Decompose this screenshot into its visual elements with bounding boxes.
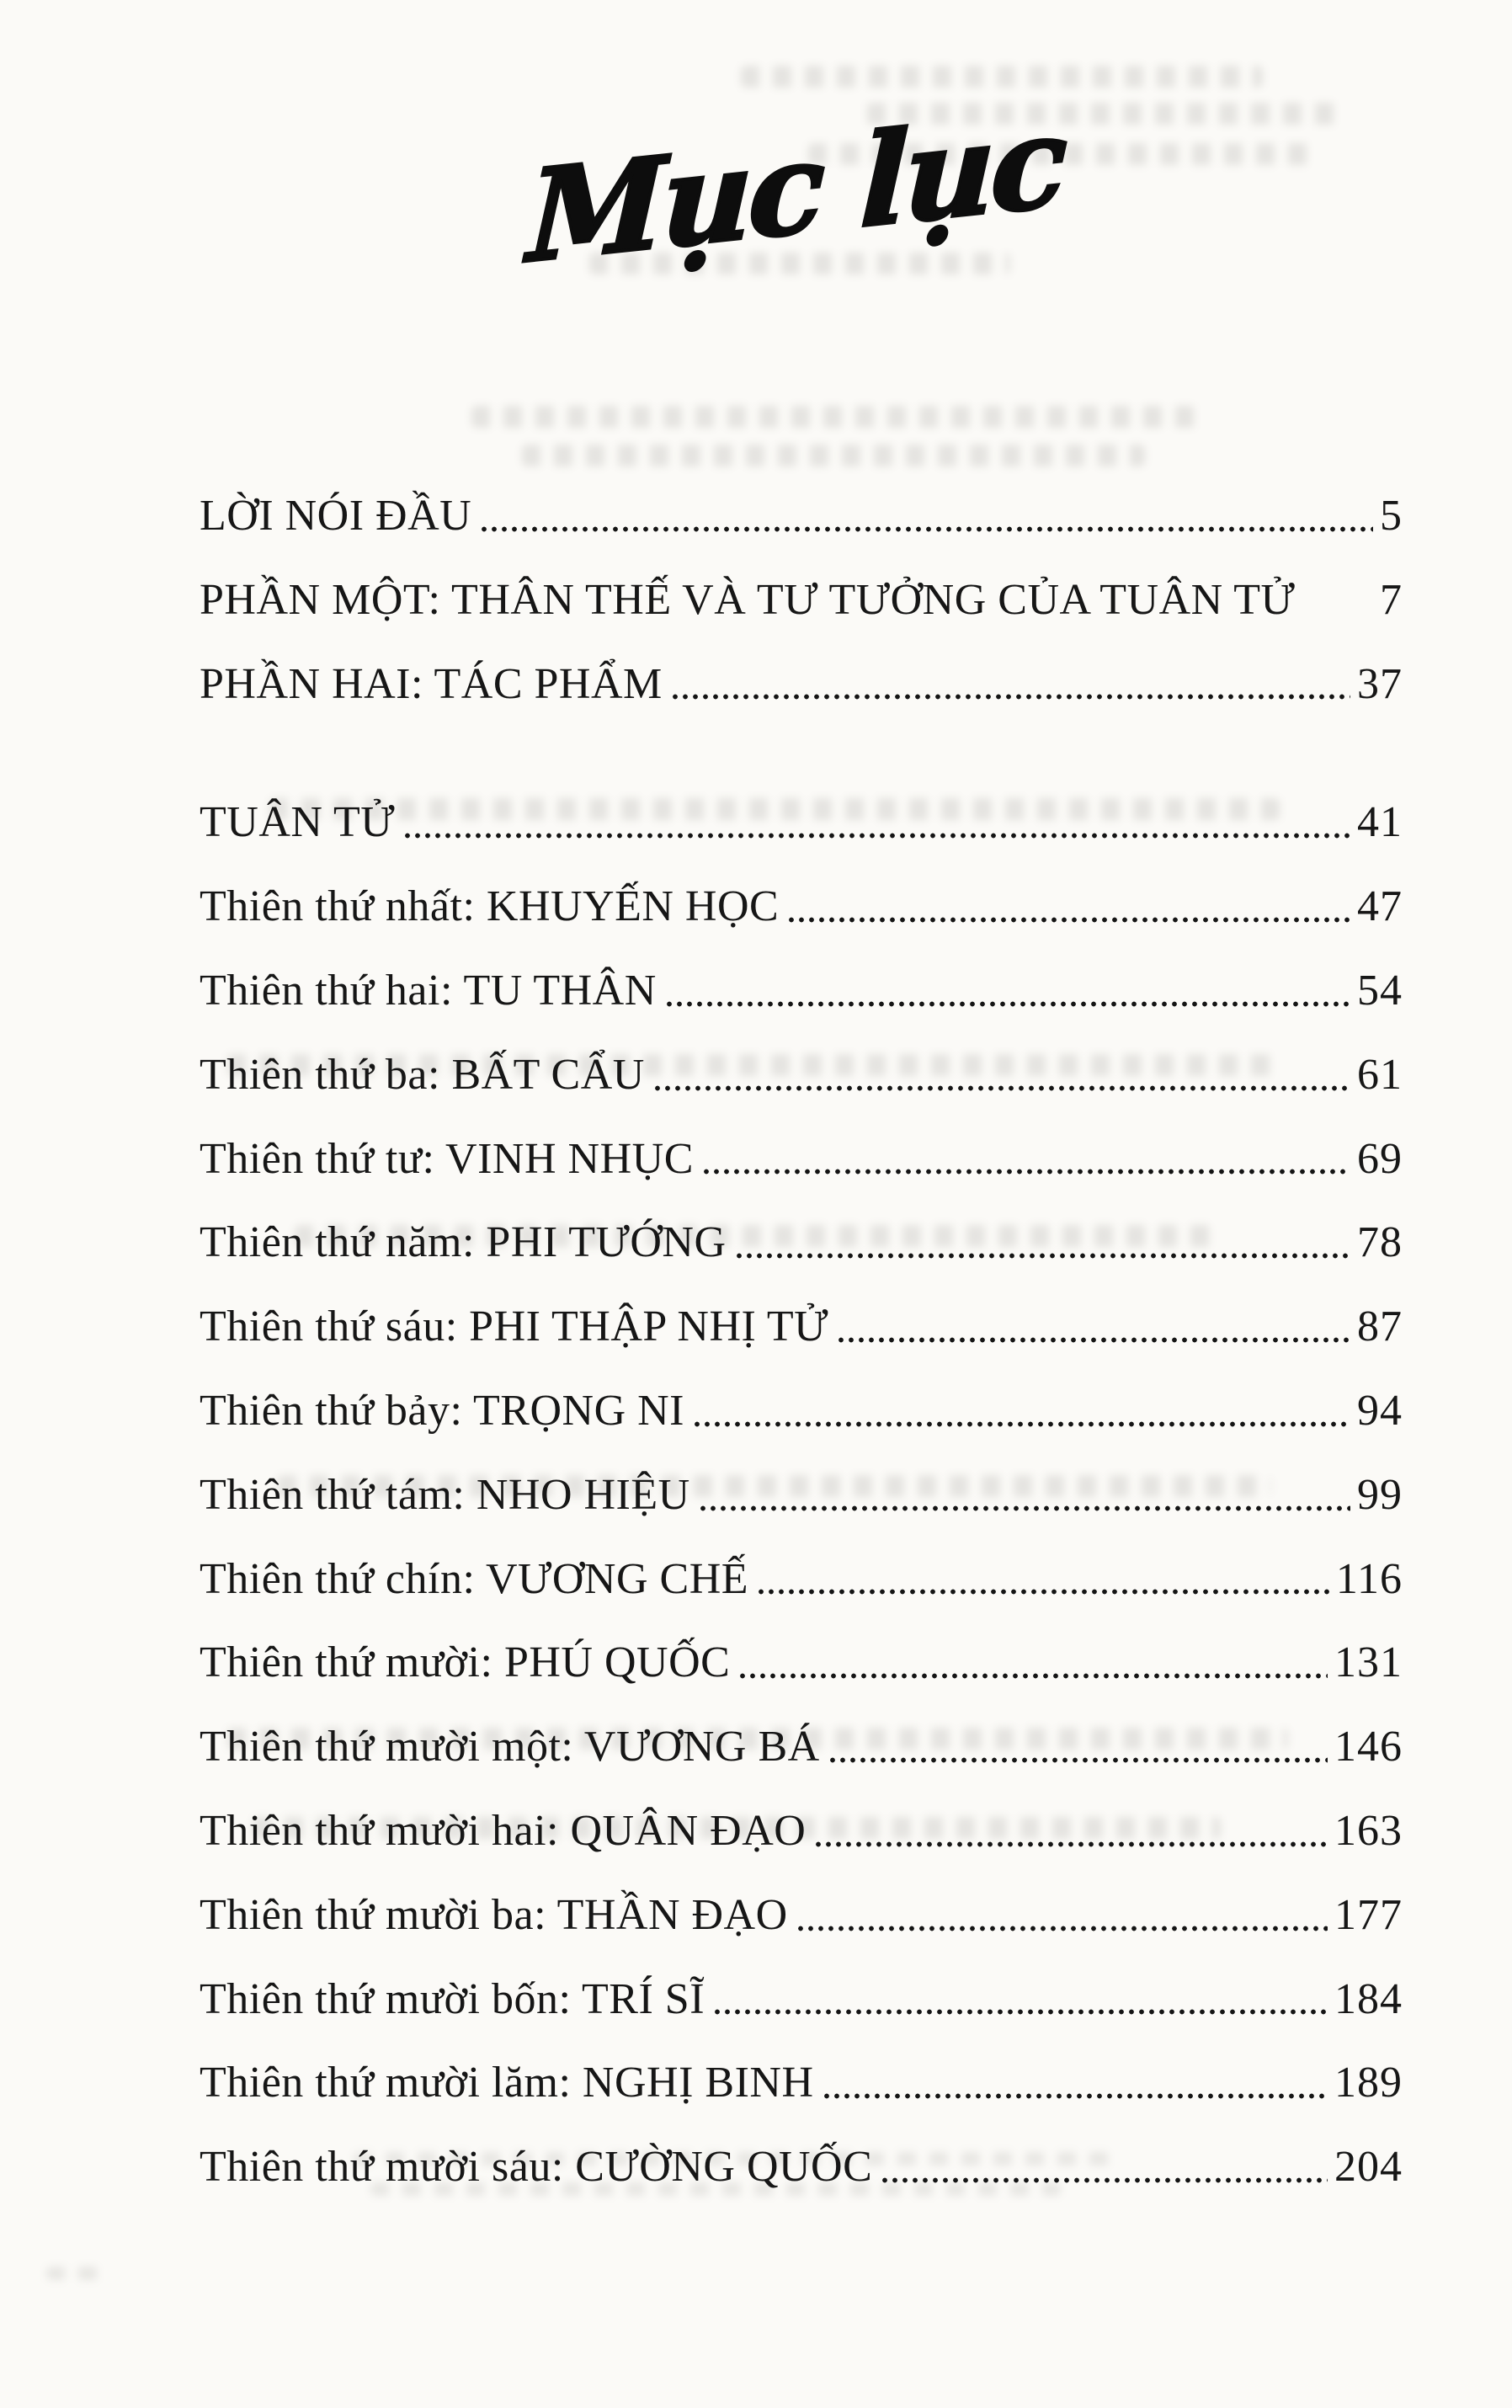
bleedthrough-texture: [471, 406, 1195, 428]
page-title: Mục lục: [526, 86, 1067, 291]
toc-entry-page: 189: [1334, 2059, 1403, 2107]
dot-leader: [882, 2177, 1328, 2183]
toc-entry: [200, 1050, 1403, 1100]
toc-entry-page: 54: [1357, 966, 1403, 1015]
toc-entry-label: PHẦN HAI: TÁC PHẨM: [200, 659, 663, 708]
dot-leader: [789, 917, 1350, 923]
toc-entry: [200, 659, 1403, 710]
toc-entry: [200, 491, 1403, 541]
dot-leader: [1305, 610, 1373, 616]
toc-entry-label: Thiên thứ mười ba: THẦN ĐẠO: [200, 1890, 788, 1939]
toc-entry-page: 163: [1334, 1806, 1403, 1855]
dot-leader: [673, 694, 1350, 700]
dot-leader: [667, 1001, 1350, 1007]
toc-entry: [200, 1386, 1403, 1436]
dot-leader: [715, 2009, 1328, 2015]
dot-leader: [704, 1169, 1350, 1175]
bleedthrough-texture: [522, 445, 1145, 466]
toc-entry-label: PHẦN MỘT: THÂN THẾ VÀ TƯ TƯỞNG CỦA TUÂN TỬ: [200, 575, 1296, 624]
toc-list: [200, 491, 1403, 2226]
toc-entry-label: LỜI NÓI ĐẦU: [200, 492, 472, 540]
toc-entry-label: Thiên thứ nhất: KHUYẾN HỌC: [200, 882, 780, 931]
dot-leader: [405, 833, 1350, 839]
toc-entry-label: Thiên thứ sáu: PHI THẬP NHỊ TỬ: [200, 1303, 828, 1351]
bleedthrough-texture: [46, 2267, 105, 2280]
dot-leader: [655, 1085, 1350, 1091]
toc-entry-page: 177: [1334, 1890, 1403, 1939]
dot-leader: [695, 1421, 1350, 1427]
toc-entry-page: 41: [1357, 798, 1403, 847]
toc-entry: [200, 2058, 1403, 2108]
toc-entry: [200, 1134, 1403, 1185]
toc-entry: [200, 1722, 1403, 1772]
dot-leader: [482, 526, 1373, 532]
toc-entry-label: Thiên thứ ba: BẤT CẨU: [200, 1050, 645, 1099]
toc-entry-label: Thiên thứ mười bốn: TRÍ SĨ: [200, 1974, 705, 2023]
toc-entry: [200, 1974, 1403, 2025]
bleedthrough-texture: [589, 253, 1010, 274]
dot-leader: [798, 1926, 1328, 1931]
toc-entry: [200, 1302, 1403, 1352]
toc-entry-page: 5: [1380, 492, 1403, 540]
toc-entry: [200, 575, 1403, 626]
toc-entry-label: Thiên thứ năm: PHI TƯỚNG: [200, 1218, 727, 1267]
toc-entry-page: 69: [1357, 1134, 1403, 1183]
toc-entry-page: 184: [1334, 1974, 1403, 2023]
toc-entry: [200, 966, 1403, 1016]
toc-entry-label: Thiên thứ mười: PHÚ QUỐC: [200, 1638, 731, 1687]
toc-entry: [200, 1470, 1403, 1521]
toc-entry-page: 99: [1357, 1470, 1403, 1519]
bleedthrough-texture: [867, 103, 1339, 125]
toc-entry: [200, 882, 1403, 932]
toc-entry-label: Thiên thứ mười hai: QUÂN ĐẠO: [200, 1806, 807, 1855]
toc-entry-label: TUÂN TỬ: [200, 798, 396, 847]
toc-entry-page: 78: [1357, 1218, 1403, 1267]
toc-entry-label: Thiên thứ mười một: VƯƠNG BÁ: [200, 1723, 820, 1771]
toc-entry-page: 47: [1357, 882, 1403, 931]
toc-entry-page: 7: [1380, 575, 1403, 624]
toc-entry-label: Thiên thứ hai: TU THÂN: [200, 966, 657, 1015]
bleedthrough-texture: [741, 66, 1263, 88]
toc-entry-page: 204: [1334, 2143, 1403, 2192]
bleedthrough-texture: [808, 143, 1313, 165]
toc-entry-label: Thiên thứ chín: VƯƠNG CHẾ: [200, 1554, 749, 1603]
toc-entry-page: 131: [1334, 1638, 1403, 1687]
dot-leader: [700, 1505, 1350, 1511]
toc-entry-label: Thiên thứ tư: VINH NHỤC: [200, 1134, 694, 1183]
toc-entry: [200, 797, 1403, 848]
toc-entry-page: 37: [1357, 659, 1403, 708]
dot-leader: [824, 2093, 1328, 2099]
dot-leader: [816, 1841, 1328, 1847]
toc-entry-page: 87: [1357, 1303, 1403, 1351]
toc-entry: [200, 2142, 1403, 2192]
dot-leader: [737, 1253, 1350, 1259]
toc-entry-label: Thiên thứ tám: NHO HIỆU: [200, 1470, 690, 1519]
toc-entry: [200, 1890, 1403, 1941]
dot-leader: [830, 1757, 1328, 1763]
toc-entry: [200, 1554, 1403, 1605]
toc-entry-label: Thiên thứ bảy: TRỌNG NI: [200, 1386, 684, 1435]
toc-entry-page: 146: [1334, 1723, 1403, 1771]
toc-entry-label: Thiên thứ mười sáu: CƯỜNG QUỐC: [200, 2143, 873, 2192]
dot-leader: [740, 1673, 1328, 1679]
dot-leader: [839, 1337, 1350, 1343]
toc-entry-label: Thiên thứ mười lăm: NGHỊ BINH: [200, 2059, 814, 2107]
toc-entry-page: 94: [1357, 1386, 1403, 1435]
toc-entry: [200, 1217, 1403, 1268]
dot-leader: [759, 1589, 1329, 1595]
toc-entry-page: 116: [1335, 1554, 1403, 1603]
toc-entry: [200, 1638, 1403, 1688]
toc-entry: [200, 1806, 1403, 1857]
toc-entry-page: 61: [1357, 1050, 1403, 1099]
